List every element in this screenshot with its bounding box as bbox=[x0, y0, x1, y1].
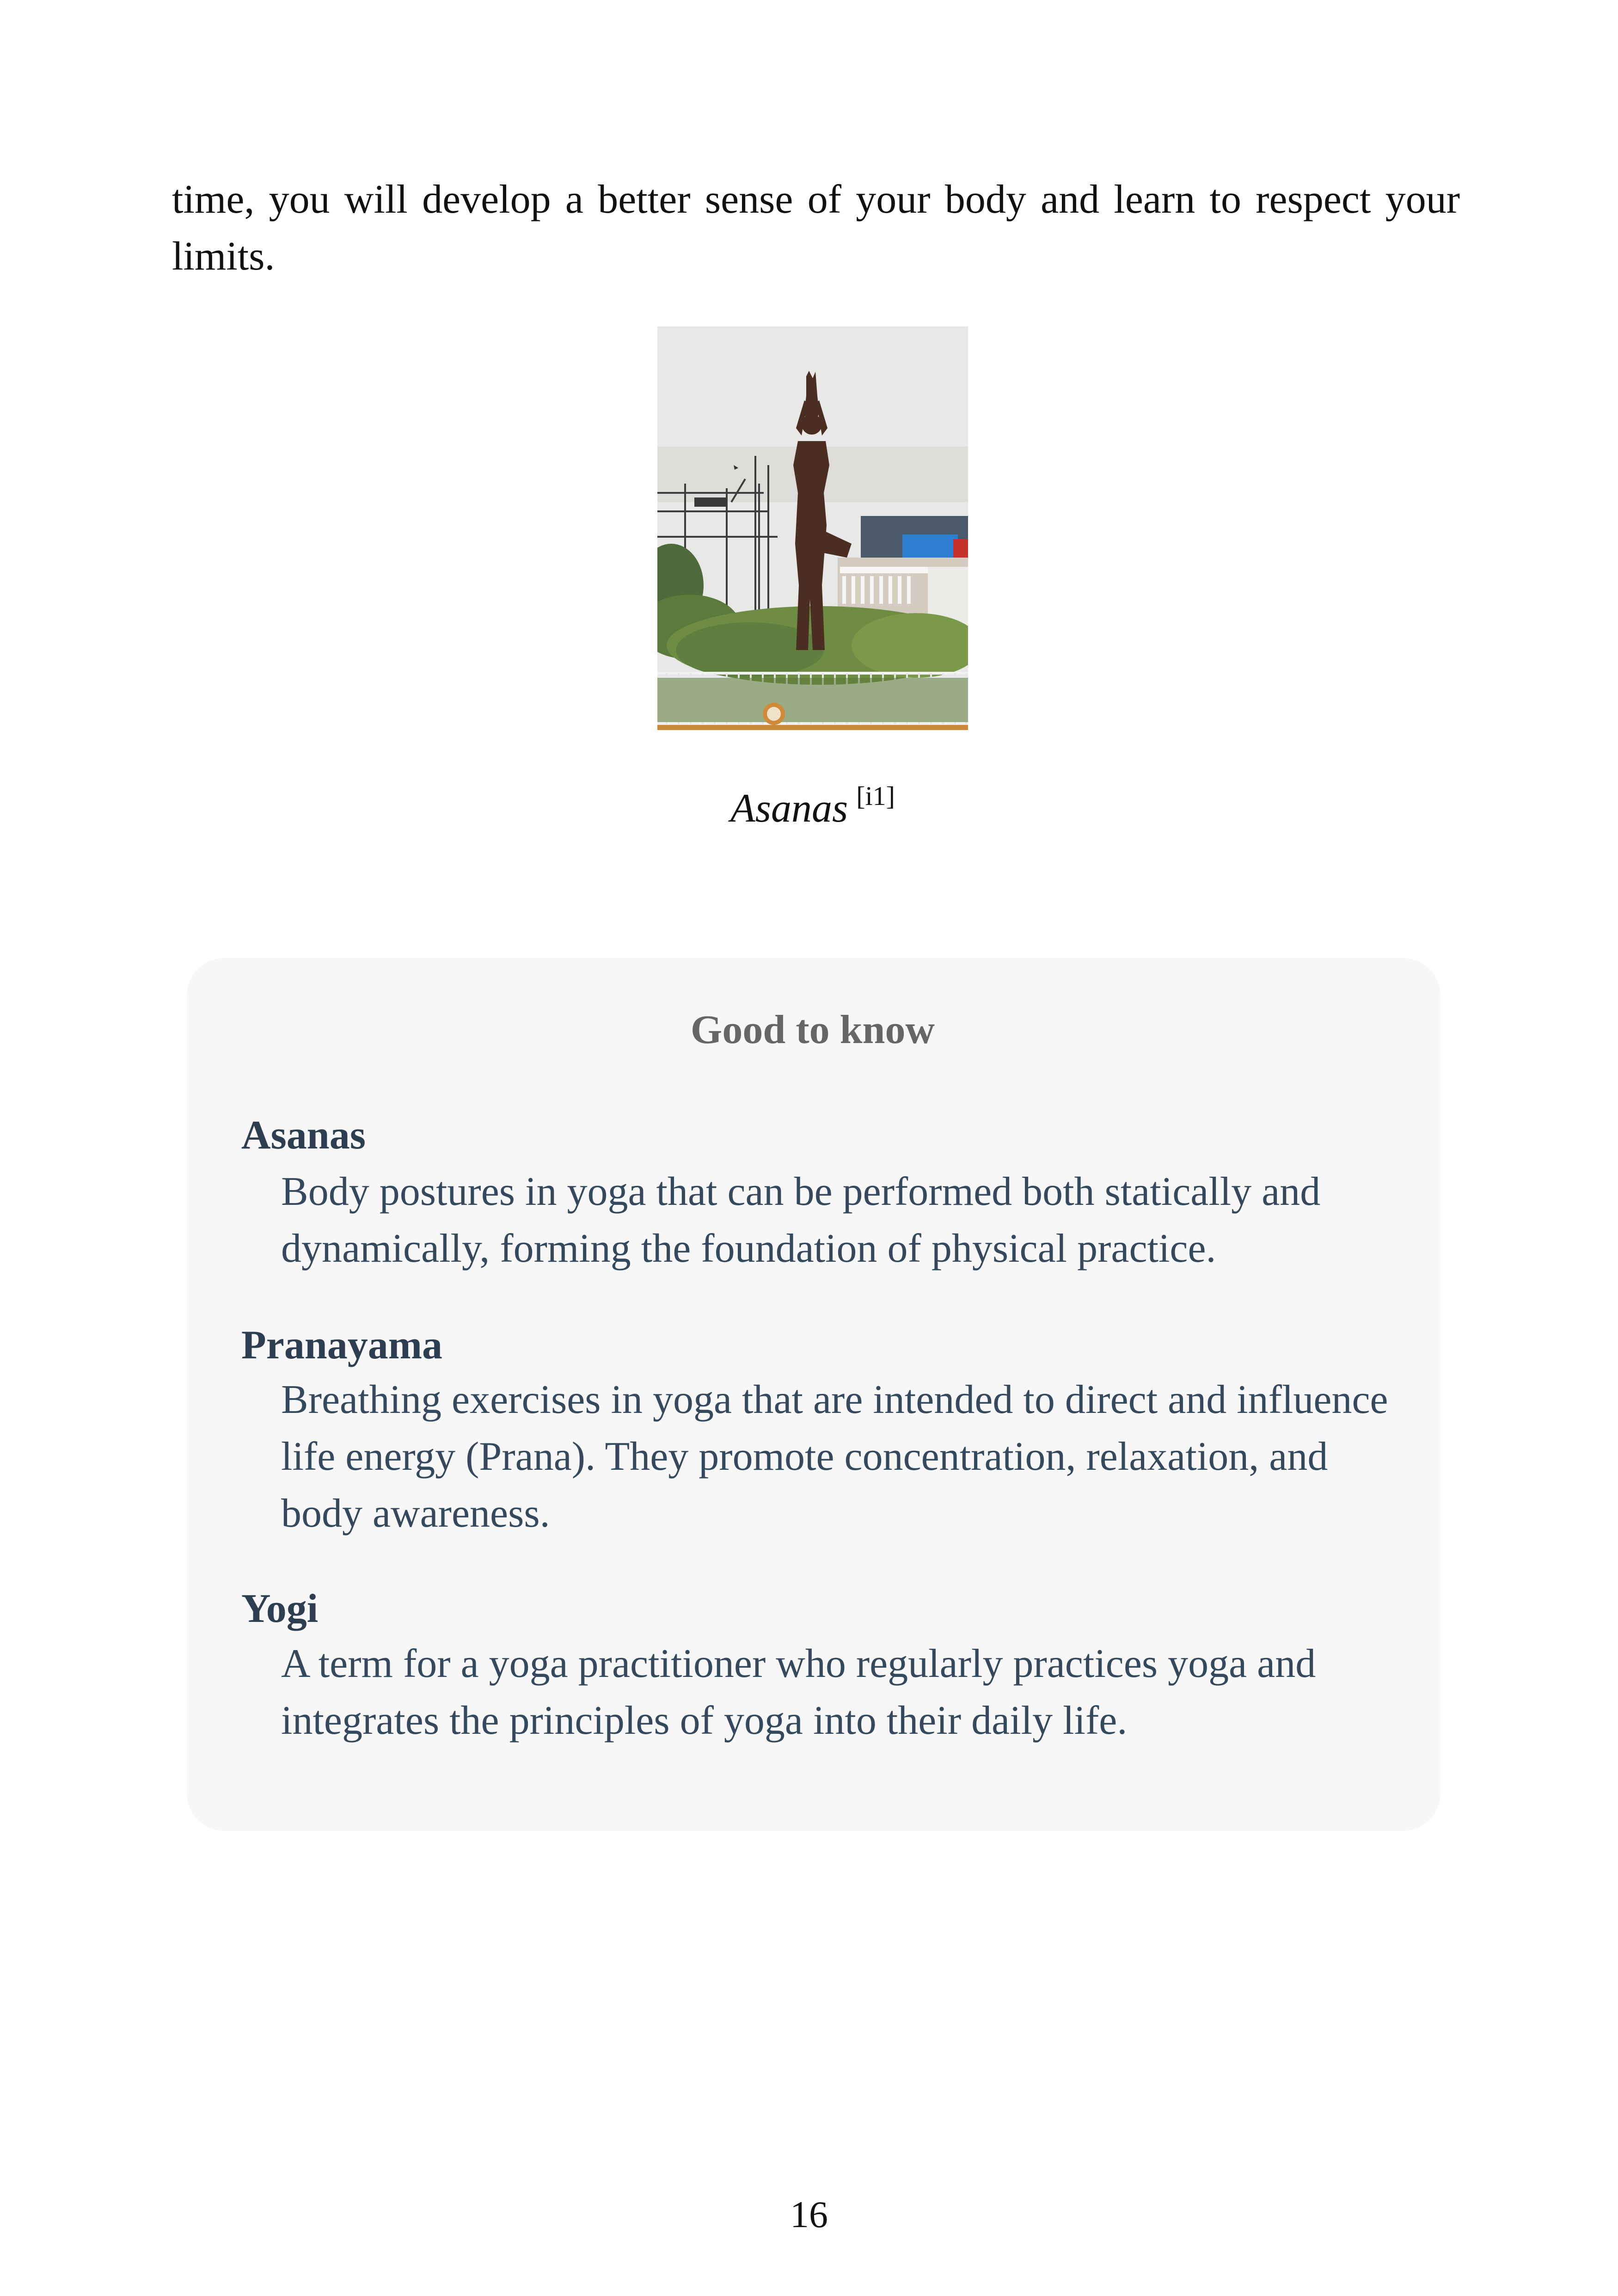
body-paragraph: time, you will develop a better sense of your body and learn to respect your limits. bbox=[172, 177, 1460, 279]
glossary-definition: Body postures in yoga that can be performed both statically and dynamically, forming the foundation of physical practice. bbox=[281, 1169, 1321, 1271]
figure-caption bbox=[462, 773, 1163, 832]
figure-reference: [i1] bbox=[856, 781, 895, 811]
figure-caption-text: Asanas bbox=[730, 786, 848, 831]
glossary-term: Yogi bbox=[241, 1586, 319, 1631]
yoga-statue-photo bbox=[657, 326, 968, 730]
glossary-term: Asanas bbox=[241, 1113, 366, 1158]
glossary-term: Pranayama bbox=[241, 1323, 443, 1368]
yoga-statue-illustration bbox=[657, 326, 968, 730]
page-number: 16 bbox=[790, 2193, 828, 2235]
good-to-know-title: Good to know bbox=[690, 1007, 935, 1052]
glossary-definition: Breathing exercises in yoga that are intended to direct and influence life energy (Prana). They promote concentration, relaxation, and body awareness. bbox=[281, 1377, 1388, 1536]
glossary-definition: A term for a yoga practitioner who regularly practices yoga and integrates the principles of yoga into their daily life. bbox=[281, 1641, 1316, 1743]
